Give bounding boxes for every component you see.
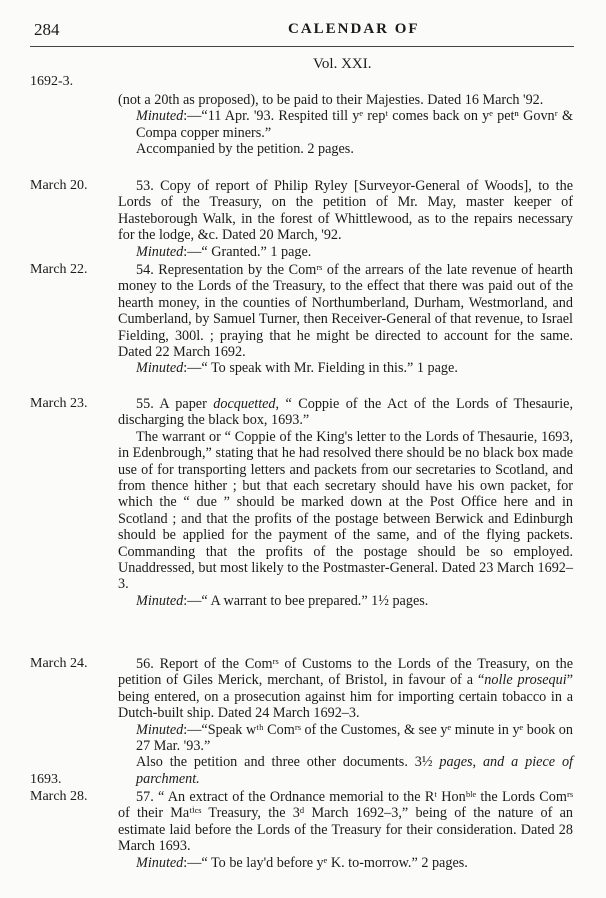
minuted-label: Minuted (136, 108, 184, 125)
entry-55-docquetted: docquetted (213, 396, 276, 412)
minuted-text: :—“Speak wᵗʰ Comʳˢ of the Customes, & see yᵉ minute in yᵉ book on 27 Mar. '93.” (136, 721, 573, 755)
volume-heading: Vol. XXI. (313, 56, 372, 72)
entry-54 (118, 262, 573, 377)
margin-year-1693: 1693. (30, 772, 62, 787)
entry-53-text: 53. Copy of report of Philip Ryley [Surveyor-General of Woods], to the Lords of the Treasury, on the petition of Mr. May, master keeper of Hasteborough Walk, in the forest of Whittlewood, as to the repairs necessary for the lodge, &c. Dated 20 March, '92. (118, 178, 573, 244)
entry-continuation (118, 92, 573, 158)
entry-53 (118, 178, 573, 260)
entry-56-text-a: 56. Report of the Comʳˢ of Customs to the Lords of the Treasury, on the petition of Giles Merick, merchant, of Bristol, in favour of a “ (118, 656, 573, 689)
also-note-italic: pages, and a piece of parchment. (136, 754, 573, 787)
header-rule (30, 46, 574, 47)
entry-57 (118, 789, 573, 871)
minuted-text: :—“11 Apr. '93. Respited till yᵉ repᵗ comes back on yᵉ petⁿ Govnʳ & Compa copper miners.” (136, 108, 573, 141)
margin-date-march-28: March 28. (30, 789, 88, 804)
entry-55-warrant-text: The warrant or “ Coppie of the King's letter to the Lords of Thesaurie, 1693, in Edenbrough,” stating that he had resolved there should be no black box made use of for transporting letters and packets from our secretaries to Scotland, and from thence hither ; but that each secretary should have his own packet, for which the “ due ” should be marked down at the Post Office here and in Scotland ; and that the profits of the postage between Berwick and Edinburgh should be applied for the payment of the same, and of the flying packets. Commanding that the profits of the postage should be so employed. Unaddressed, but most likely to the Postmaster-General. Dated 23 March 1692–3. (118, 428, 573, 593)
minuted-label: Minuted (136, 243, 184, 260)
entry-56-nolle-prosequi: nolle prosequi (484, 672, 567, 689)
also-note: Also the petition and three other documents. 3½ (136, 754, 440, 771)
entry-55-text-a: 55. A paper (136, 396, 214, 412)
minuted-label: Minuted (136, 592, 184, 609)
minuted-text: :—“ A warrant to bee prepared.” 1½ pages. (183, 592, 429, 609)
minuted-label: Minuted (136, 721, 184, 738)
minuted-text: :—“ To be lay'd before yᵉ K. to-morrow.” 2 pages. (183, 854, 468, 871)
minuted-label: Minuted (136, 854, 184, 871)
page-number: 284 (34, 20, 60, 39)
margin-date-march-20: March 20. (30, 178, 88, 193)
entry-continuation-text: (not a 20th as proposed), to be paid to their Majesties. Dated 16 March '92. (118, 92, 544, 108)
entry-55 (118, 396, 573, 609)
minuted-text: :—“ Granted.” 1 page. (183, 243, 312, 260)
running-title: CALENDAR OF (288, 21, 420, 37)
minuted-label: Minuted (136, 360, 184, 377)
accompanied-note: Accompanied by the petition. 2 pages. (136, 141, 354, 158)
minuted-text: :—“ To speak with Mr. Fielding in this.” 1 page. (183, 360, 458, 377)
margin-date-march-23: March 23. (30, 396, 88, 411)
margin-date-march-24: March 24. (30, 656, 88, 671)
entry-57-text: 57. “ An extract of the Ordnance memorial to the Rᵗ Honᵇˡᵉ the Lords Comʳˢ of their Maᵗⁱᶜˢ Treasury, the 3ᵈ March 1692–3,” being of the nature of an estimate laid before the Lords of the Treasury for their consideration. Dated 28 March 1693. (118, 789, 573, 855)
margin-date-march-22: March 22. (30, 262, 88, 277)
entry-56-text-b: ” being entered, on a prosecution against him for importing certain tobacco in a Dutch-built ship. Dated 24 March 1692–3. (118, 672, 573, 722)
margin-date-1692-3: 1692-3. (30, 74, 74, 89)
entry-55-text-b: , “ Coppie of the Act of the Lords of Thesaurie, discharging the black box, 1693.” (118, 396, 573, 429)
entry-56 (118, 656, 573, 787)
entry-54-text: 54. Representation by the Comʳˢ of the arrears of the late revenue of hearth money to the Lords of the Treasury, to the effect that there was paid out of the hearth money, in the counties of Northumberland, Durham, Westmorland, and Cumberland, by Samuel Turner, then Receiver-General of that revenue, to Israel Fielding, 300l. ; praying that he might be directed to account for the same. Dated 22 March 1692. (118, 262, 573, 361)
